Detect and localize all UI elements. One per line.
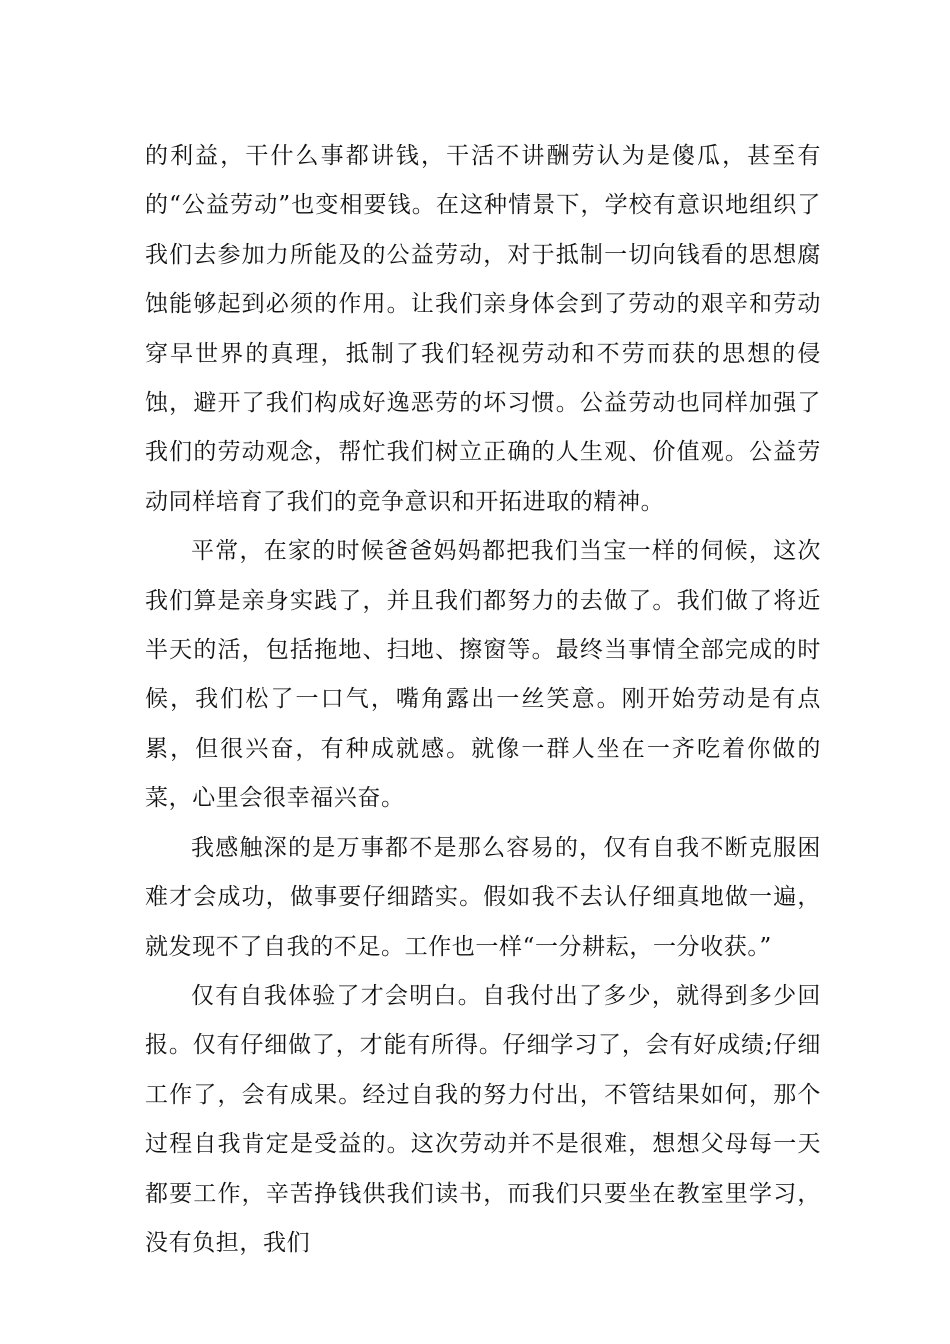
paragraph-4: 仅有自我体验了才会明白。自我付出了多少，就得到多少回报。仅有仔细做了，才能有所得。仔细学习了，会有好成绩;仔细工作了，会有成果。经过自我的努力付出，不管结果如何，那个过程自我肯定是受益的。这次劳动并不是很难，想想父母每一天都要工作，辛苦挣钱供我们读书，而我们只要坐在教室里学习，没有负担，我们 [145, 982, 821, 1256]
paragraph-3: 我感触深的是万事都不是那么容易的，仅有自我不断克服困难才会成功，做事要仔细踏实。假如我不去认仔细真地做一遍，就发现不了自我的不足。工作也一样“一分耕耘，一分收获。” [145, 834, 821, 960]
document-body [145, 132, 821, 1268]
paragraph-1: 的利益，干什么事都讲钱，干活不讲酬劳认为是傻瓜，甚至有的“公益劳动”也变相要钱。在这种情景下，学校有意识地组织了我们去参加力所能及的公益劳动，对于抵制一切向钱看的思想腐蚀能够起到必须的作用。让我们亲身体会到了劳动的艰辛和劳动穿早世界的真理，抵制了我们轻视劳动和不劳而获的思想的侵蚀，避开了我们构成好逸恶劳的坏习惯。公益劳动也同样加强了我们的劳动观念，帮忙我们树立正确的人生观、价值观。公益劳动同样培育了我们的竞争意识和开拓进取的精神。 [145, 143, 821, 515]
paragraph-2: 平常，在家的时候爸爸妈妈都把我们当宝一样的伺候，这次我们算是亲身实践了，并且我们都努力的去做了。我们做了将近半天的活，包括拖地、扫地、擦窗等。最终当事情全部完成的时候，我们松了一口气，嘴角露出一丝笑意。刚开始劳动是有点累，但很兴奋，有种成就感。就像一群人坐在一齐吃着你做的菜，心里会很幸福兴奋。 [145, 538, 821, 812]
